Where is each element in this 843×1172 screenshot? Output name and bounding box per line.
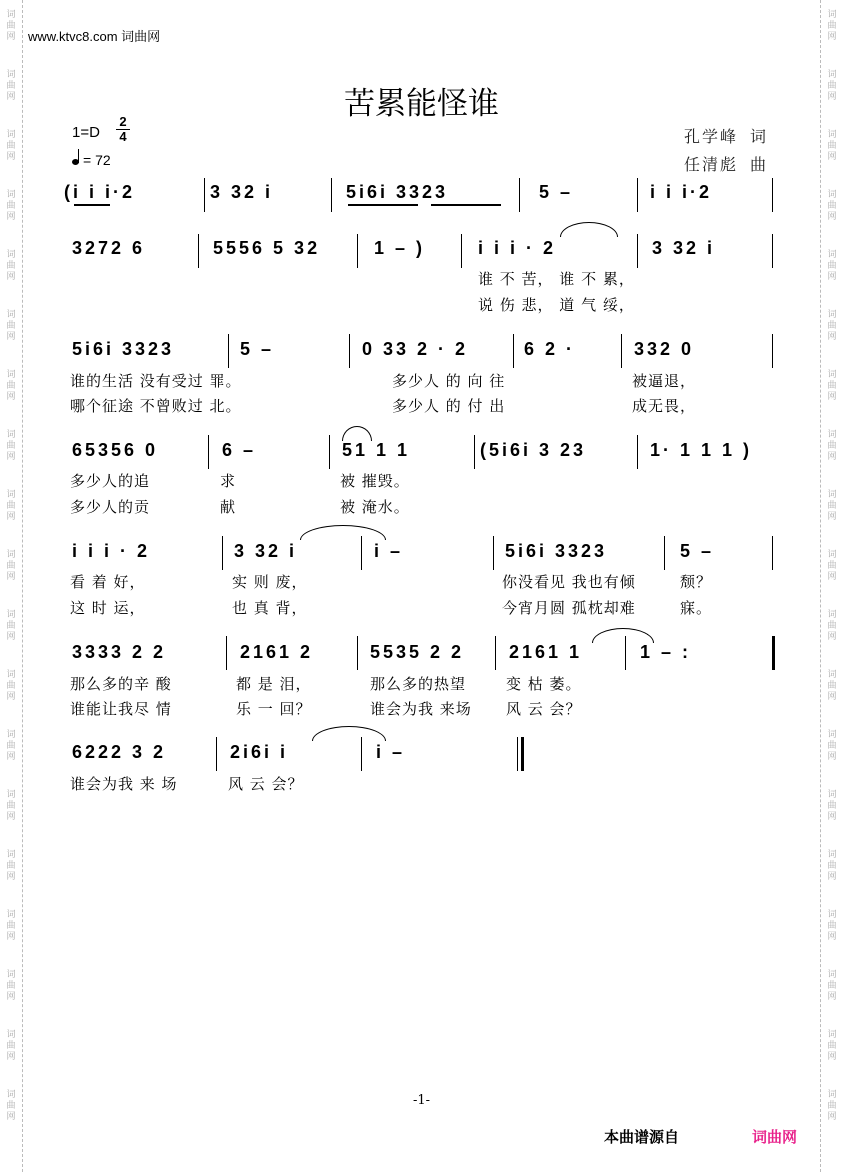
barline (361, 536, 362, 570)
quarter-note-icon (72, 159, 79, 165)
barline (493, 536, 494, 570)
measure: 3272 6 (72, 238, 146, 258)
measure: 2161 1 (509, 642, 583, 662)
watermark-text: 词 曲 网 (827, 310, 837, 342)
composer-role: 曲 (749, 155, 768, 174)
footer-source-label: 本曲谱源自 (604, 1128, 680, 1146)
measure: 6 2 · (524, 339, 576, 359)
barline (495, 636, 496, 670)
watermark-text: 词 曲 网 (827, 250, 837, 282)
lyric-line: 也 真 背， (232, 599, 308, 617)
watermark-text: 词 曲 网 (827, 130, 837, 162)
time-signature (116, 115, 130, 144)
watermark-text: 词 曲 网 (6, 310, 16, 342)
lyric-line: 都 是 泪， (236, 675, 312, 693)
lyric-line: 多少人的追 (70, 472, 151, 490)
watermark-text: 词 曲 网 (6, 70, 16, 102)
lyric-line: 多少人 的 向 往 (392, 372, 506, 390)
barline (357, 234, 358, 268)
barline (198, 234, 199, 268)
barline (349, 334, 350, 368)
lyric-line: 谁会为我 来 场 (70, 775, 178, 793)
lyric-line: 你没看见 我也有倾 (502, 573, 636, 591)
measure: 2i6i i (230, 742, 289, 762)
measure: 5i6i 3323 (72, 339, 175, 359)
lyricist-credit (684, 124, 768, 147)
composer-name: 任清彪 (683, 155, 738, 174)
watermark-text: 词 曲 网 (6, 970, 16, 1002)
barline (461, 234, 462, 268)
repeat-end-barline (772, 636, 775, 670)
measure: 3 32 i (210, 182, 274, 202)
measure: 3 32 i (234, 541, 298, 561)
source-url[interactable]: www.ktvc8.com 词曲网 (28, 29, 161, 44)
measure: 5535 2 2 (370, 642, 465, 662)
measure: 65356 0 (72, 440, 159, 460)
barline (637, 435, 638, 469)
watermark-text: 词 曲 网 (6, 610, 16, 642)
measure: 2161 2 (240, 642, 314, 662)
measure: 5 – (680, 541, 715, 561)
barline (772, 234, 773, 268)
lyric-line: 多少人的贡 (70, 498, 151, 516)
measure: 3 32 i (652, 238, 716, 258)
lyric-line: 谁的生活 没有受过 罪。 (70, 372, 242, 390)
barline (222, 536, 223, 570)
watermark-text: 词 曲 网 (827, 370, 837, 402)
lyric-line: 谁 不 苦， 谁 不 累， (478, 270, 635, 288)
watermark-text: 词 曲 网 (827, 910, 837, 942)
watermark-text: 词 曲 网 (6, 130, 16, 162)
watermark-text: 词 曲 网 (6, 370, 16, 402)
watermark-text: 词 曲 网 (827, 850, 837, 882)
watermark-text: 词 曲 网 (6, 190, 16, 222)
barline (513, 334, 514, 368)
lyricist-name: 孔学峰 (683, 127, 738, 146)
lyric-line: 多少人 的 付 出 (392, 397, 506, 415)
measure: i i i·2 (650, 182, 713, 202)
tempo-marking (72, 152, 111, 168)
lyric-line: 哪个征途 不曾败过 北。 (70, 397, 242, 415)
watermark-text: 词 曲 网 (827, 970, 837, 1002)
barline (637, 178, 638, 212)
watermark-text: 词 曲 网 (827, 430, 837, 462)
watermark-text: 词 曲 网 (827, 670, 837, 702)
lyric-line: 被逼退， (632, 372, 697, 390)
measure: i i i · 2 (478, 238, 557, 258)
measure: 332 0 (634, 339, 695, 359)
barline (517, 737, 518, 771)
lyric-line: 献 (220, 498, 237, 516)
tie-arc (592, 628, 654, 643)
watermark-text: 词 曲 网 (6, 1090, 16, 1122)
barline (637, 234, 638, 268)
lyric-line: 那么多的辛 酸 (70, 675, 172, 693)
barline (228, 334, 229, 368)
lyric-line: 谁会为我 来场 (370, 700, 472, 718)
barline (331, 178, 332, 212)
watermark-text: 词 曲 网 (6, 730, 16, 762)
watermark-text: 词 曲 网 (827, 610, 837, 642)
measure: 1 – ) (374, 238, 426, 258)
lyric-line: 这 时 运， (70, 599, 146, 617)
lyricist-role: 词 (749, 127, 768, 146)
measure: 5i6i 3323 (346, 182, 449, 202)
tie-arc (300, 525, 386, 540)
measure: 5 – (539, 182, 574, 202)
barline (208, 435, 209, 469)
tie-arc (312, 726, 386, 741)
lyric-line: 求 (220, 472, 237, 490)
tempo-value: = 72 (83, 152, 111, 168)
watermark-text: 词 曲 网 (827, 790, 837, 822)
watermark-text: 词 曲 网 (6, 670, 16, 702)
measure: 0 33 2 · 2 (362, 339, 469, 359)
beam (431, 204, 501, 206)
watermark-text: 词 曲 网 (827, 10, 837, 42)
measure: 5556 5 32 (213, 238, 321, 258)
barline (621, 334, 622, 368)
watermark-text: 词 曲 网 (6, 910, 16, 942)
barline (772, 334, 773, 368)
barline (204, 178, 205, 212)
lyric-line: 成无畏， (632, 397, 697, 415)
measure: i i i · 2 (72, 541, 151, 561)
barline (772, 536, 773, 570)
lyric-line: 那么多的热望 (370, 675, 467, 693)
lyric-line: 变 枯 萎。 (506, 675, 582, 693)
measure: i – (374, 541, 404, 561)
watermark-text: 词 曲 网 (6, 550, 16, 582)
watermark-text: 词 曲 网 (827, 490, 837, 522)
measure: (5i6i 3 23 (480, 440, 587, 460)
watermark-text: 词 曲 网 (6, 250, 16, 282)
barline (519, 178, 520, 212)
lyric-line: 今宵月圆 孤枕却难 (502, 599, 636, 617)
lyric-line: 说 伤 悲， 道 气 绥， (478, 296, 635, 314)
lyric-line: 被 淹水。 (340, 498, 410, 516)
lyric-line: 颓？ (680, 573, 713, 591)
watermark-text: 词 曲 网 (6, 790, 16, 822)
key-signature: 1=D (72, 124, 100, 141)
lyric-line: 被 摧毁。 (340, 472, 410, 490)
tie-arc (342, 426, 372, 441)
measure: 5 – (240, 339, 275, 359)
measure: 6 – (222, 440, 257, 460)
watermark-text: 词 曲 网 (827, 730, 837, 762)
watermark-text: 词 曲 网 (6, 430, 16, 462)
final-barline (521, 737, 524, 771)
barline (772, 178, 773, 212)
measure: 5i6i 3323 (505, 541, 608, 561)
measure: 6222 3 2 (72, 742, 167, 762)
lyric-line: 乐 一 回？ (236, 700, 312, 718)
barline (226, 636, 227, 670)
page-number: -1- (412, 1093, 431, 1108)
watermark-text: 词 曲 网 (827, 1090, 837, 1122)
lyric-line: 实 则 废， (232, 573, 308, 591)
measure: 3333 2 2 (72, 642, 167, 662)
lyric-line: 谁能让我尽 情 (70, 700, 172, 718)
measure: 51 1 1 (342, 440, 411, 460)
watermark-text: 词 曲 网 (827, 1030, 837, 1062)
beam (74, 204, 110, 206)
watermark-text: 词 曲 网 (6, 490, 16, 522)
barline (361, 737, 362, 771)
composer-credit (684, 152, 768, 175)
measure: (i i i·2 (64, 182, 136, 202)
barline (329, 435, 330, 469)
watermark-text: 词 曲 网 (827, 190, 837, 222)
barline (664, 536, 665, 570)
lyric-line: 寐。 (680, 599, 713, 617)
beam (348, 204, 418, 206)
barline (357, 636, 358, 670)
footer-brand-link[interactable]: 词曲网 (752, 1128, 798, 1146)
tie-arc (560, 222, 618, 237)
time-signature-top: 2 (119, 114, 127, 129)
watermark-text: 词 曲 网 (6, 10, 16, 42)
watermark-text: 词 曲 网 (827, 70, 837, 102)
song-title: 苦累能怪谁 (344, 86, 499, 122)
measure: 1· 1 1 1 ) (650, 440, 753, 460)
measure: 1 – : (640, 642, 692, 662)
barline (474, 435, 475, 469)
watermark-text: 词 曲 网 (6, 1030, 16, 1062)
lyric-line: 风 云 会？ (506, 700, 582, 718)
barline (216, 737, 217, 771)
lyric-line: 风 云 会？ (228, 775, 304, 793)
time-signature-bottom: 4 (119, 129, 127, 144)
watermark-text: 词 曲 网 (6, 850, 16, 882)
measure: i – (376, 742, 406, 762)
lyric-line: 看 着 好， (70, 573, 146, 591)
watermark-text: 词 曲 网 (827, 550, 837, 582)
